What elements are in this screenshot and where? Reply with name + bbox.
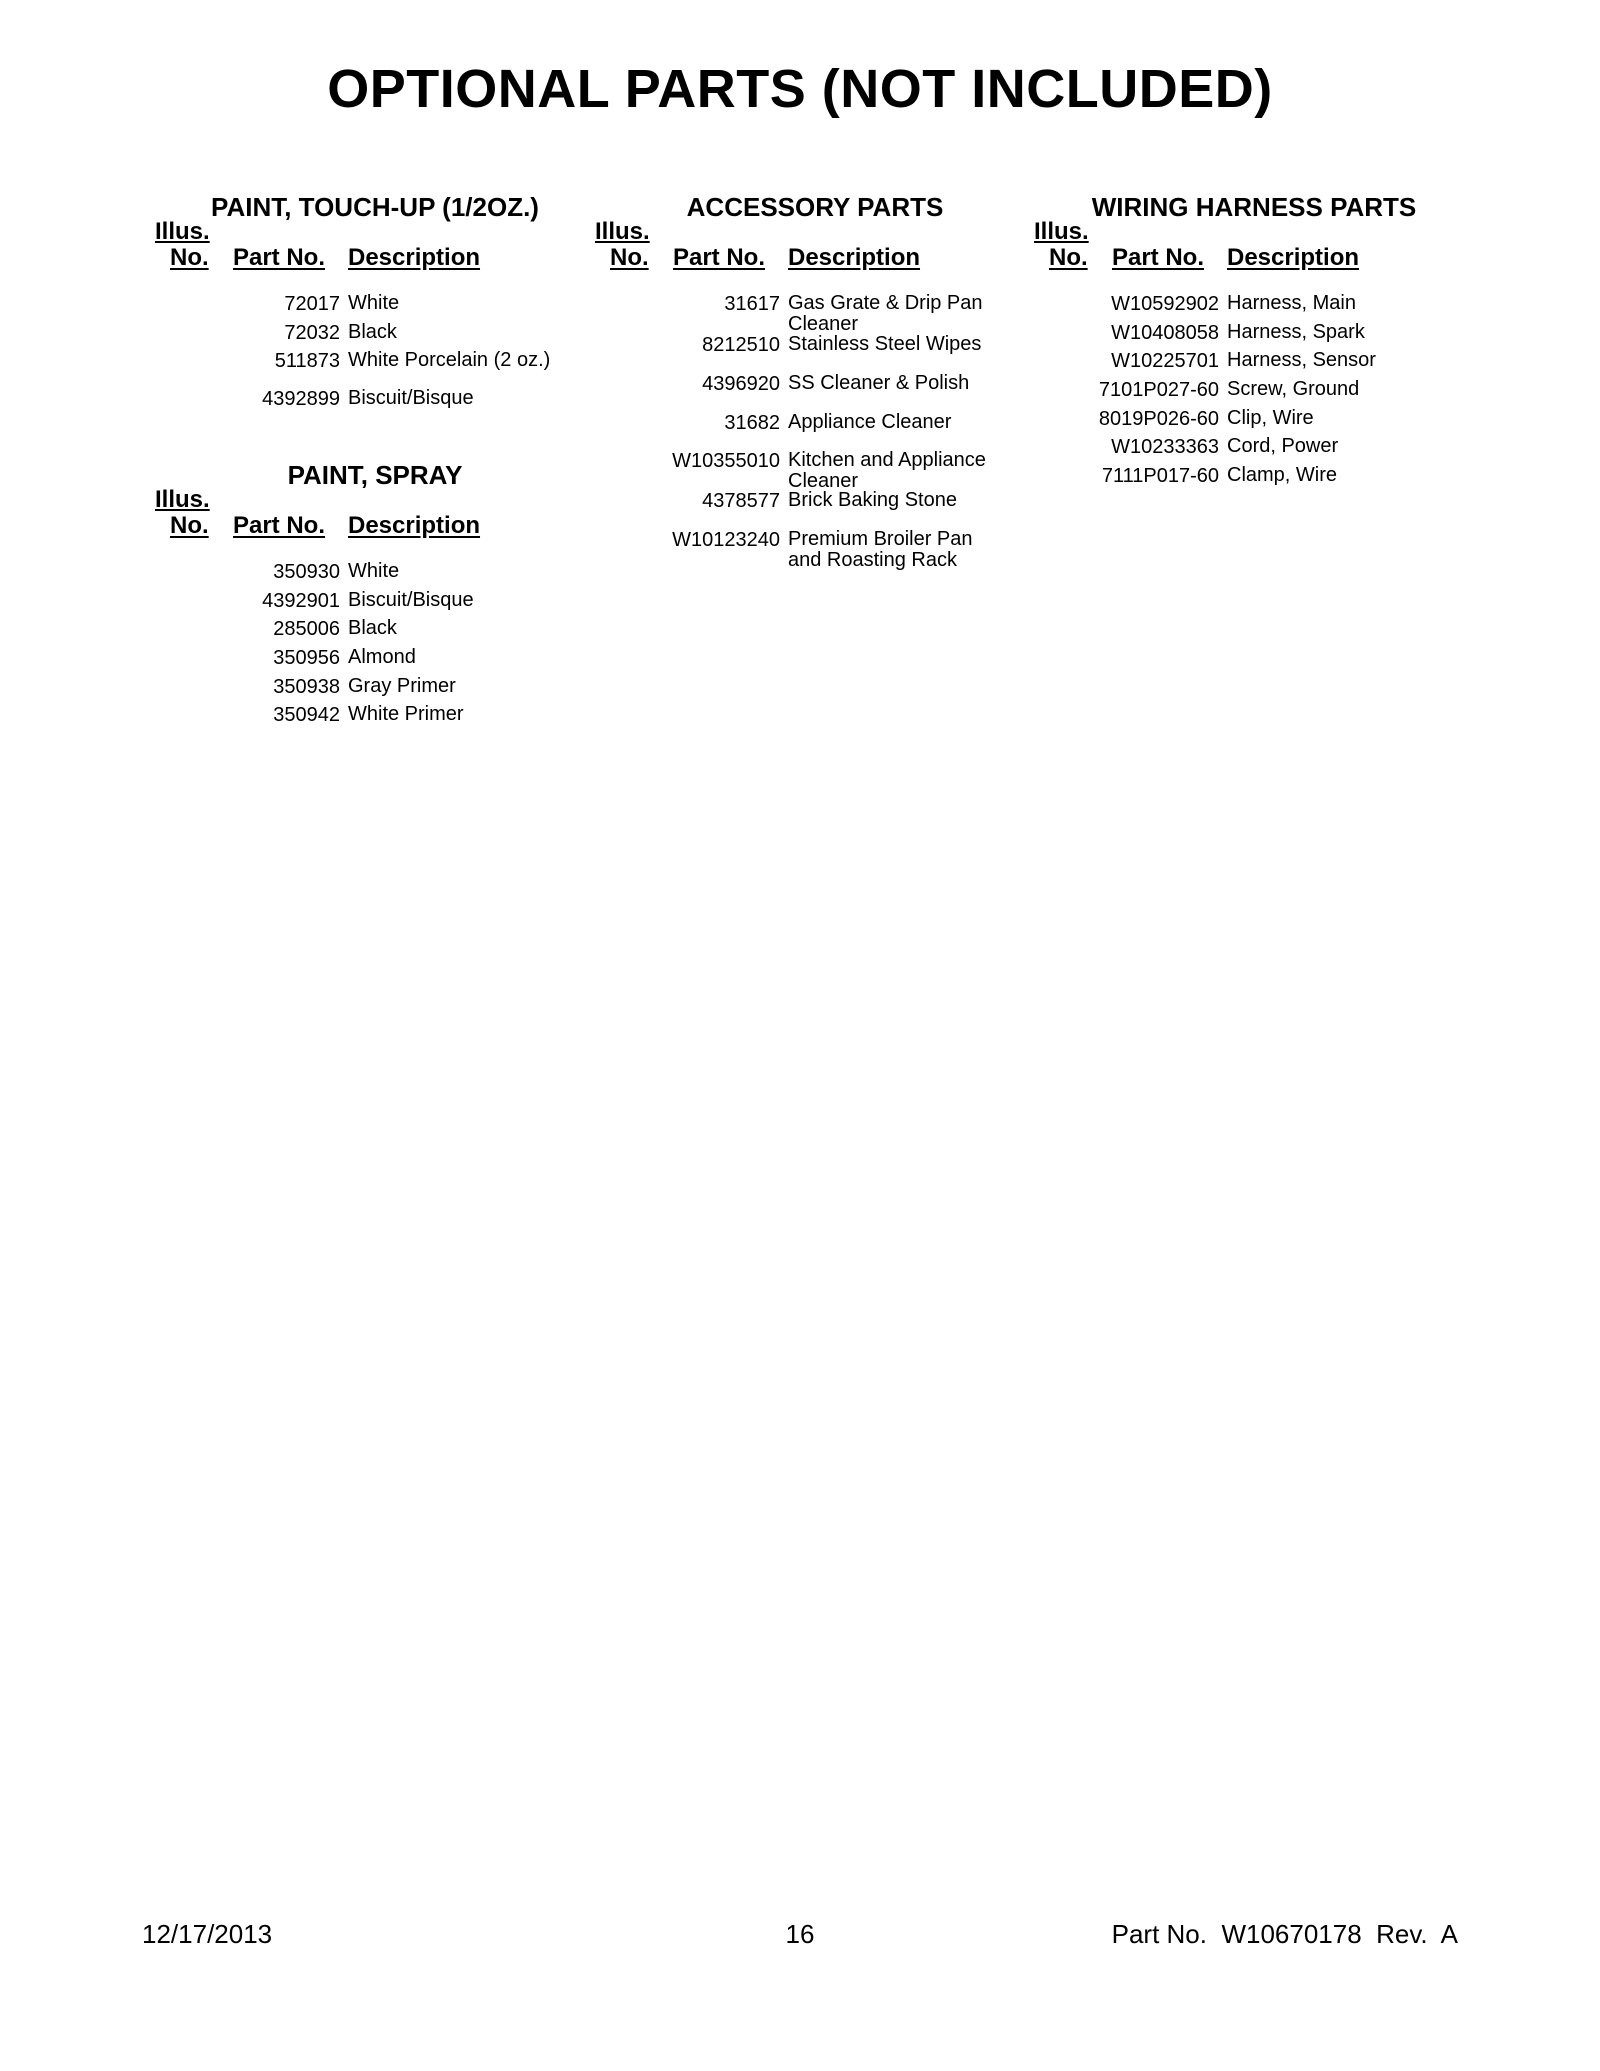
part-number: 285006 xyxy=(273,618,340,640)
part-description: Gas Grate & Drip Pan Cleaner xyxy=(788,292,983,335)
part-number: 4378577 xyxy=(702,490,780,512)
part-number: W10233363 xyxy=(1111,436,1219,458)
footer-date: 12/17/2013 xyxy=(142,1919,273,1949)
part-number: 4392899 xyxy=(262,388,340,410)
part-description: Gray Primer xyxy=(348,675,456,697)
part-description: Clamp, Wire xyxy=(1227,464,1338,486)
part-number: 8212510 xyxy=(702,334,780,356)
description-header: Description xyxy=(1227,244,1360,271)
no-header: No. xyxy=(1049,244,1088,271)
illus-header: Illus. xyxy=(155,218,210,245)
section-accessory-parts xyxy=(595,194,1035,594)
part-description: Brick Baking Stone xyxy=(788,489,957,511)
no-header: No. xyxy=(610,244,649,271)
part-description: Black xyxy=(348,321,397,343)
part-number: W10123240 xyxy=(672,529,780,551)
part-number: 31617 xyxy=(724,293,780,315)
illus-header: Illus. xyxy=(1034,218,1089,245)
no-header: No. xyxy=(170,512,209,539)
part-number: 31682 xyxy=(724,412,780,434)
part-number: 8019P026-60 xyxy=(1098,408,1219,430)
section-wiring-harness-parts xyxy=(1034,194,1474,494)
description-header: Description xyxy=(348,244,481,271)
part-description: White Primer xyxy=(348,703,464,725)
part-no-header: Part No. xyxy=(232,512,325,539)
part-description: Biscuit/Bisque xyxy=(348,589,474,611)
part-description: Screw, Ground xyxy=(1227,378,1360,400)
part-number: 7101P027-60 xyxy=(1098,379,1219,401)
section-paint-spray xyxy=(155,462,595,732)
section-title: ACCESSORY PARTS xyxy=(686,192,944,222)
part-description: Clip, Wire xyxy=(1227,407,1314,429)
section-title: PAINT, SPRAY xyxy=(287,460,463,490)
part-number: 4396920 xyxy=(702,373,780,395)
part-description: Black xyxy=(348,617,397,639)
part-number: 350938 xyxy=(273,676,340,698)
part-number: W10355010 xyxy=(672,450,780,472)
part-number: 350930 xyxy=(273,561,340,583)
part-description: Harness, Sensor xyxy=(1227,349,1376,371)
part-description: Harness, Main xyxy=(1227,292,1356,314)
illus-header: Illus. xyxy=(155,486,210,513)
page-title: OPTIONAL PARTS (NOT INCLUDED) xyxy=(327,59,1273,119)
no-header: No. xyxy=(170,244,209,271)
part-number: W10225701 xyxy=(1111,350,1219,372)
section-title: PAINT, TOUCH-UP (1/2OZ.) xyxy=(211,192,539,222)
part-description: Stainless Steel Wipes xyxy=(788,333,982,355)
description-header: Description xyxy=(788,244,921,271)
part-description: Biscuit/Bisque xyxy=(348,387,474,409)
part-description: SS Cleaner & Polish xyxy=(788,372,970,394)
part-description: Kitchen and Appliance Cleaner xyxy=(788,449,986,492)
part-description: Harness, Spark xyxy=(1227,321,1365,343)
part-number: 72017 xyxy=(284,293,340,315)
part-description: White Porcelain (2 oz.) xyxy=(348,349,551,371)
part-number: 72032 xyxy=(284,322,340,344)
part-number: 350956 xyxy=(273,647,340,669)
part-description: Premium Broiler Pan and Roasting Rack xyxy=(788,528,973,571)
part-description: White xyxy=(348,292,400,314)
illus-header: Illus. xyxy=(595,218,650,245)
part-description: Cord, Power xyxy=(1227,435,1339,457)
part-no-header: Part No. xyxy=(1111,244,1204,271)
description-header: Description xyxy=(348,512,481,539)
footer-page-number: 16 xyxy=(785,1919,815,1949)
part-number: 350942 xyxy=(273,704,340,726)
part-number: 4392901 xyxy=(262,590,340,612)
part-description: Almond xyxy=(348,646,416,668)
part-no-header: Part No. xyxy=(232,244,325,271)
section-title: WIRING HARNESS PARTS xyxy=(1091,192,1417,222)
part-number: 511873 xyxy=(274,350,340,372)
part-number: W10592902 xyxy=(1111,293,1219,315)
part-description: White xyxy=(348,560,400,582)
part-number: W10408058 xyxy=(1111,322,1219,344)
section-paint-touch-up xyxy=(155,194,595,424)
part-number: 7111P017-60 xyxy=(1101,465,1219,487)
footer-part-number: Part No. W10670178 Rev. A xyxy=(1111,1919,1458,1949)
part-no-header: Part No. xyxy=(672,244,765,271)
part-description: Appliance Cleaner xyxy=(788,411,952,433)
